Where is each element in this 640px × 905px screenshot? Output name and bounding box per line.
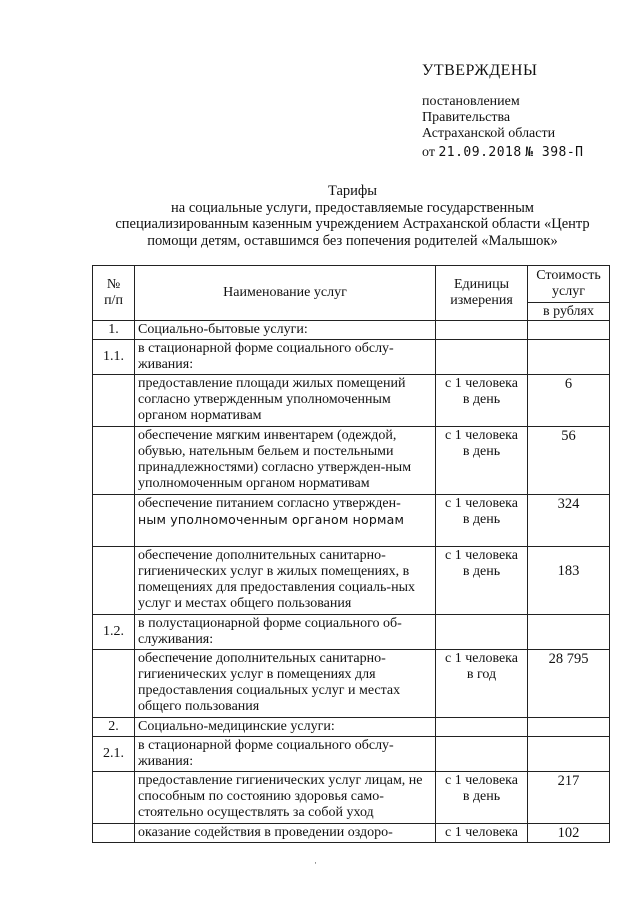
row-num — [93, 650, 135, 718]
row-unit-line-1: с 1 человека — [444, 773, 518, 788]
row-unit-line-2: в день — [462, 392, 501, 407]
header-name: Наименование услуг — [135, 266, 436, 321]
approval-block — [422, 62, 622, 162]
row-num: 1.2. — [93, 615, 135, 650]
row-num — [93, 427, 135, 495]
row-cost — [528, 321, 610, 340]
header-num-line-1: № — [106, 277, 121, 292]
row-unit-line-1: с 1 человека — [444, 651, 518, 666]
row-cost: 183 — [528, 547, 610, 615]
row-cost: 324 — [528, 495, 610, 547]
row-unit — [436, 321, 528, 340]
row-unit — [436, 772, 528, 824]
row-name-line-2: ным уполномоченным органом нормам — [138, 512, 405, 527]
heading-line-1: на социальные услуги, предоставляемые государственным — [171, 199, 534, 216]
row-name: обеспечение дополнительных санитарно-гигиенических услуг в жилых помещениях, в помещениях для предоставления социаль-ных услуг и местах общего пользования — [135, 547, 436, 615]
row-unit-line-2: в день — [462, 444, 501, 459]
row-num: 2. — [93, 718, 135, 737]
row-num — [93, 772, 135, 824]
row-num: 1.1. — [93, 340, 135, 375]
heading-line-3: помощи детям, оставшимся без попечения родителей «Малышок» — [147, 232, 558, 249]
approval-date-prefix: от — [422, 145, 435, 160]
row-num — [93, 495, 135, 547]
row-unit — [436, 737, 528, 772]
table-row — [93, 824, 610, 843]
table-row — [93, 340, 610, 375]
table-row — [93, 737, 610, 772]
row-cost: 102 — [528, 824, 610, 843]
tariffs-table — [92, 265, 610, 843]
header-unit-line-2: измерения — [450, 293, 513, 308]
table-row — [93, 615, 610, 650]
row-name: предоставление площади жилых помещений согласно утвержденным уполномоченным органом нормативам — [135, 375, 436, 427]
approval-line-1: постановлением — [422, 94, 520, 109]
header-unit — [436, 266, 528, 321]
header-num — [93, 266, 135, 321]
row-name: в полустационарной форме социального об-служивания: — [135, 615, 436, 650]
row-name: предоставление гигиенических услуг лицам, не способным по состоянию здоровья само-стоятельно осуществлять за собой уход — [135, 772, 436, 824]
row-name: в стационарной форме социального обслу-живания: — [135, 737, 436, 772]
row-unit — [436, 495, 528, 547]
heading-line-2: специализированным казенным учреждением Астраханской области «Центр — [115, 216, 590, 232]
page-footer-mark: · — [314, 858, 317, 868]
table-row — [93, 772, 610, 824]
row-unit — [436, 427, 528, 495]
row-unit-line-2: в день — [462, 564, 501, 579]
row-cost — [528, 737, 610, 772]
row-unit-line-1: с 1 человека — [444, 376, 518, 391]
row-unit — [436, 340, 528, 375]
approval-title: УТВЕРЖДЕНЫ — [422, 62, 538, 79]
table-header-row — [93, 266, 610, 321]
row-unit-line-2: в год — [466, 667, 497, 682]
row-name: в стационарной форме социального обслу-живания: — [135, 340, 436, 375]
row-name-line-1: обеспечение питанием согласно утвержден- — [138, 496, 401, 511]
table-row — [93, 375, 610, 427]
row-unit-line-2: в день — [462, 789, 501, 804]
approval-number: № 398-П — [525, 145, 584, 160]
table-row — [93, 321, 610, 340]
heading-title: Тарифы — [327, 183, 378, 199]
header-cost-line-1: Стоимость — [536, 268, 601, 283]
row-cost — [528, 615, 610, 650]
approval-date: 21.09.2018 — [438, 145, 522, 160]
table-row — [93, 427, 610, 495]
row-name — [135, 495, 436, 547]
approval-line-3: Астраханской области — [422, 126, 556, 141]
row-unit — [436, 718, 528, 737]
row-num: 1. — [93, 321, 135, 340]
table-row — [93, 650, 610, 718]
row-cost — [528, 718, 610, 737]
header-cost — [528, 266, 610, 321]
row-unit-line-2: в день — [462, 512, 501, 527]
row-unit-line-1: с 1 человека — [444, 825, 518, 840]
row-unit — [436, 650, 528, 718]
row-unit — [436, 547, 528, 615]
row-unit-line-1: с 1 человека — [444, 496, 518, 511]
header-cost-line-3: в рублях — [528, 302, 609, 320]
header-num-line-2: п/п — [104, 293, 123, 308]
row-unit-line-1: с 1 человека — [444, 548, 518, 563]
approval-line-2: Правительства — [422, 110, 511, 125]
row-num — [93, 547, 135, 615]
row-name: оказание содействия в проведении оздоро- — [135, 824, 436, 843]
document-heading — [95, 183, 610, 249]
header-unit-line-1: Единицы — [453, 277, 510, 292]
row-cost — [528, 340, 610, 375]
row-name: обеспечение дополнительных санитарно-гигиенических услуг в помещениях для предоставления социальных услуг и местах общего пользования — [135, 650, 436, 718]
approval-date-line — [422, 144, 622, 162]
row-cost: 6 — [528, 375, 610, 427]
row-name: обеспечение мягким инвентарем (одеждой, обувью, нательным бельем и постельными принадлежностями) согласно утвержден-ным уполномоченным органом нормативам — [135, 427, 436, 495]
row-num — [93, 375, 135, 427]
row-name: Социально-медицинские услуги: — [135, 718, 436, 737]
row-cost: 28 795 — [528, 650, 610, 718]
table-row — [93, 547, 610, 615]
row-num: 2.1. — [93, 737, 135, 772]
row-unit-line-1: с 1 человека — [444, 428, 518, 443]
row-cost: 56 — [528, 427, 610, 495]
table-row — [93, 495, 610, 547]
row-unit — [436, 824, 528, 843]
row-unit — [436, 375, 528, 427]
header-cost-line-2: услуг — [552, 284, 585, 299]
row-cost: 217 — [528, 772, 610, 824]
row-name: Социально-бытовые услуги: — [135, 321, 436, 340]
table-row — [93, 718, 610, 737]
row-unit — [436, 615, 528, 650]
row-num — [93, 824, 135, 843]
